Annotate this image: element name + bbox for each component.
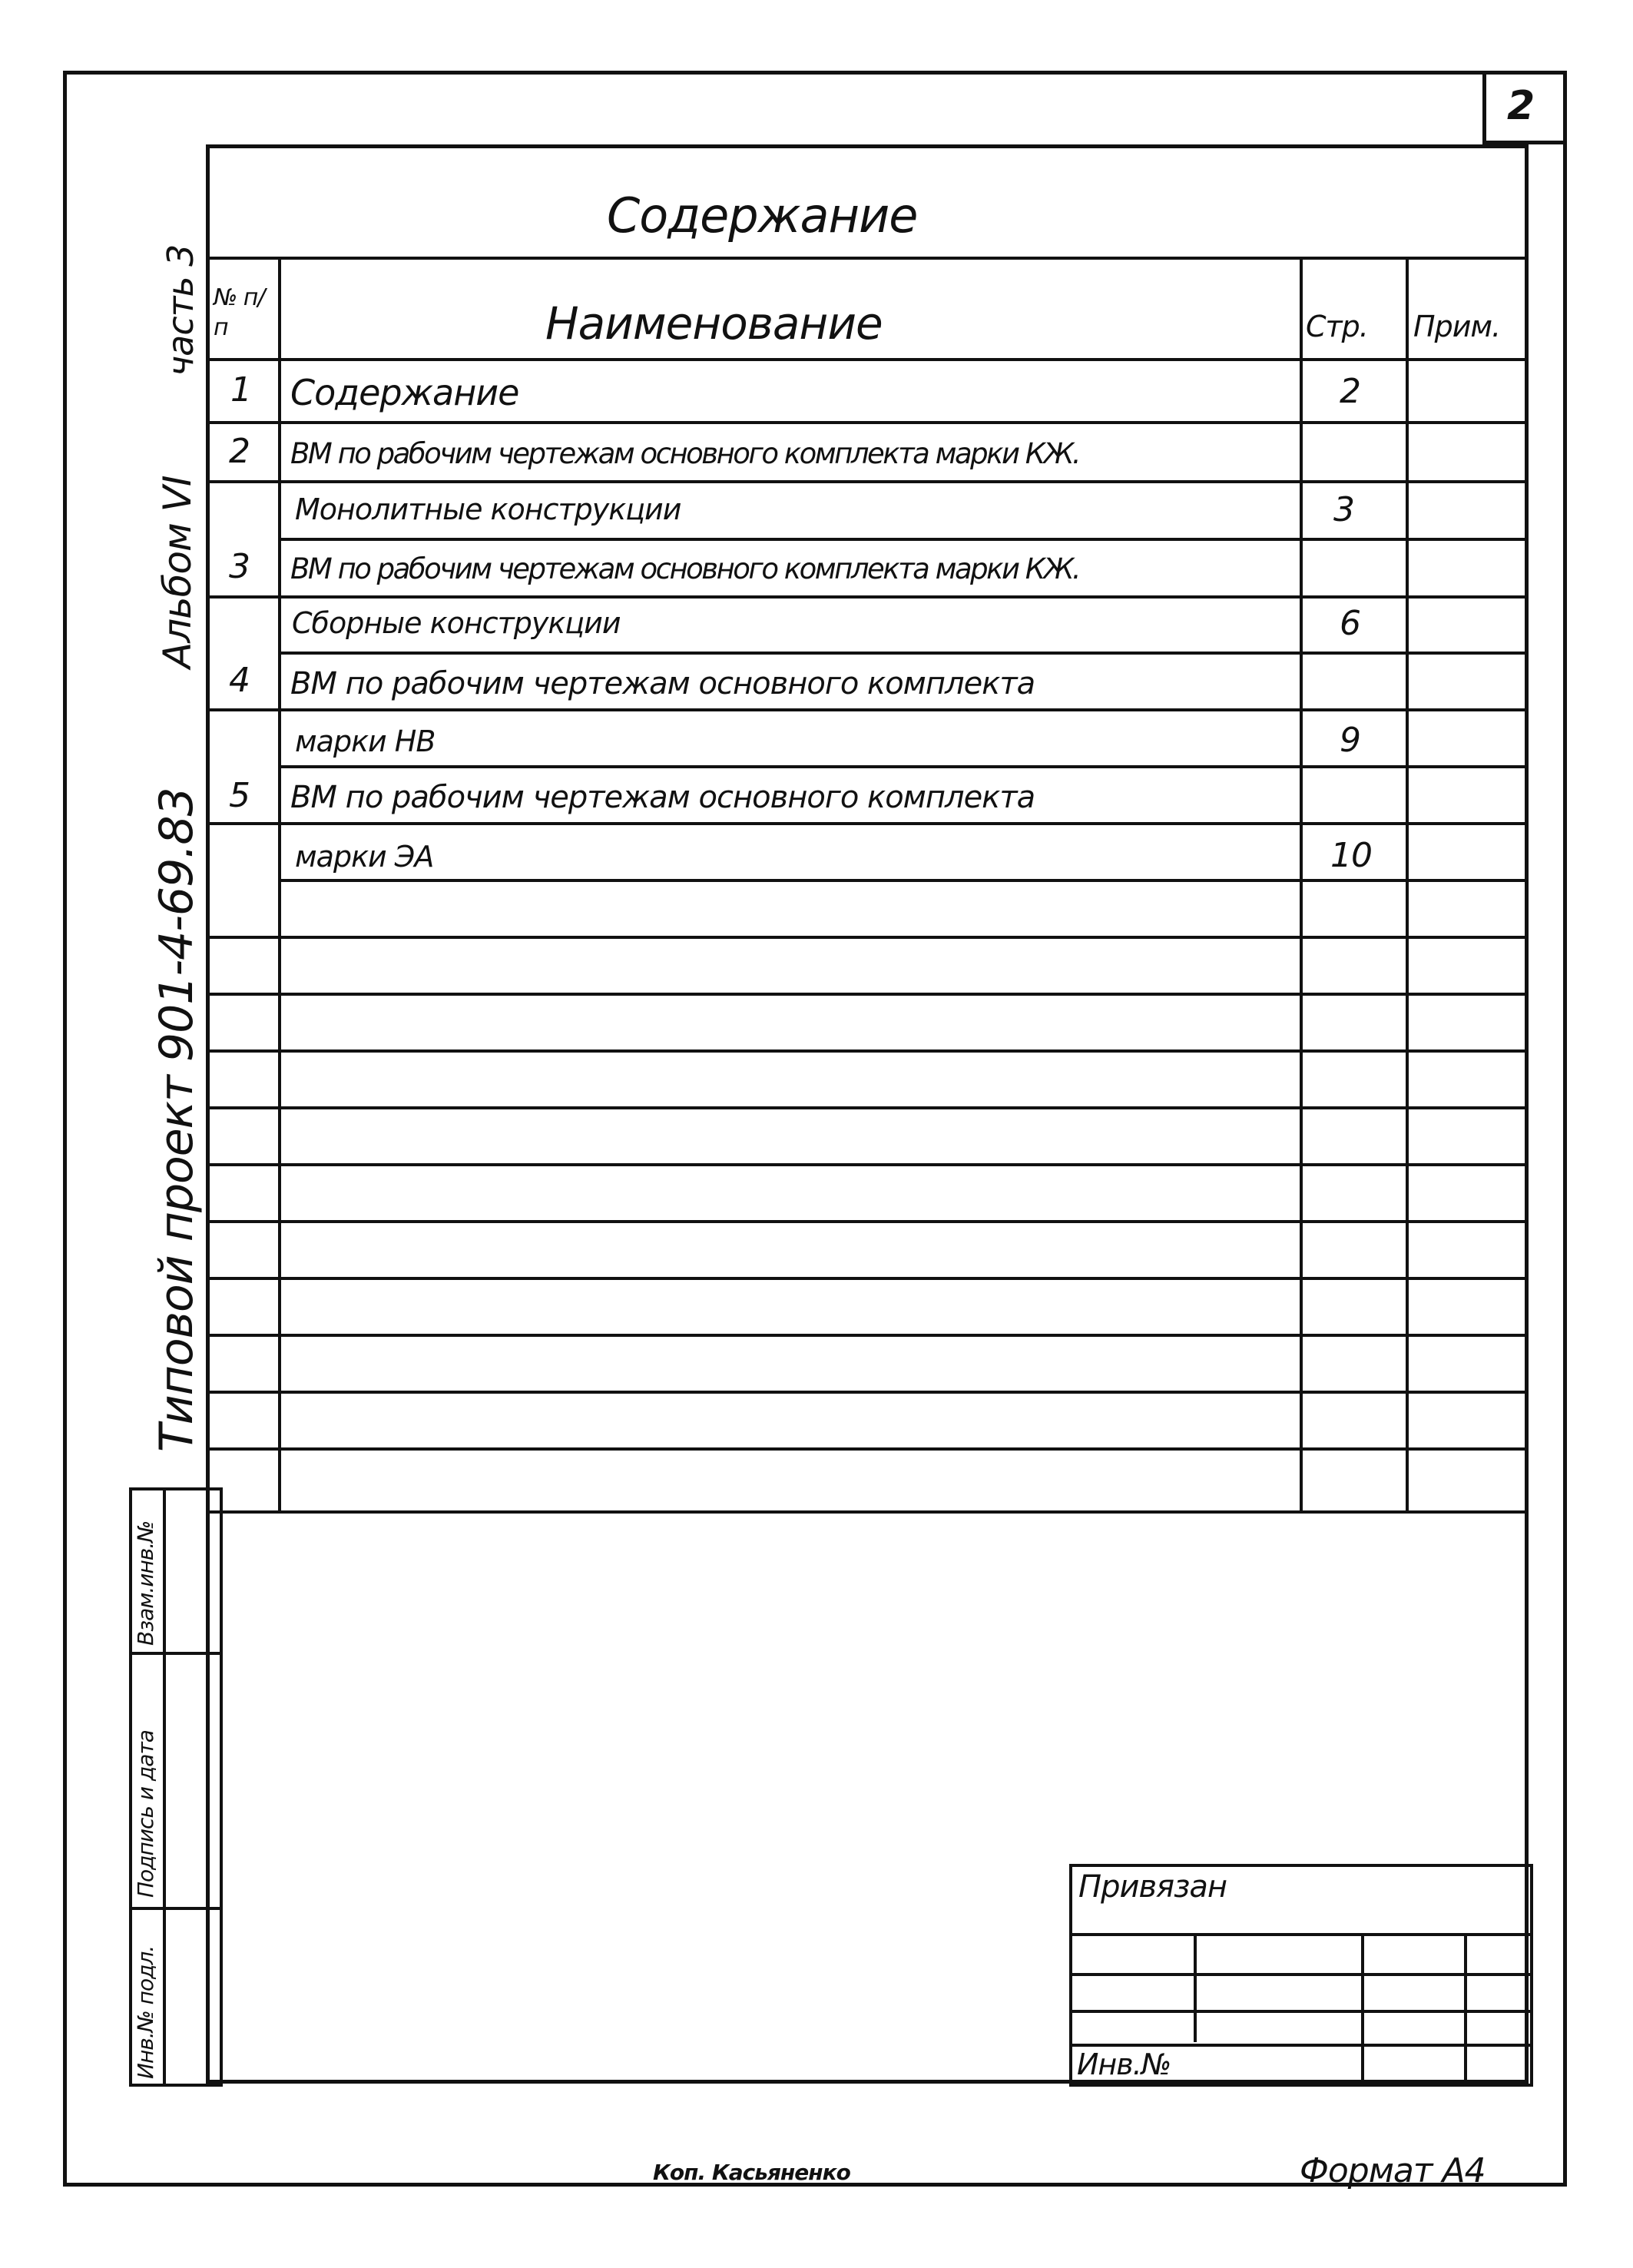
- row-line: [207, 1391, 1527, 1394]
- row-line: [280, 538, 1527, 541]
- row-line: [207, 1049, 1527, 1053]
- bind-line: [1071, 2010, 1532, 2013]
- row-2-page: 3: [1333, 490, 1354, 529]
- row-3-name-line1: ВМ по рабочим чертежам основного комплекта марки КЖ.: [290, 552, 1080, 585]
- col-header-page: Стр.: [1306, 310, 1368, 343]
- page-title: Содержание: [607, 187, 918, 244]
- stamp-divider-h: [131, 1652, 221, 1655]
- col-header-note: Прим.: [1413, 310, 1501, 343]
- bind-inv: Инв.№: [1077, 2048, 1171, 2081]
- row-4-num: 4: [229, 661, 250, 700]
- row-1-page: 2: [1340, 372, 1360, 411]
- col-divider-page: [1406, 258, 1409, 1510]
- row-2-name-line1: ВМ по рабочим чертежам основного комплекта марки КЖ.: [290, 437, 1080, 470]
- row-line: [207, 480, 1527, 483]
- bind-line: [1071, 2044, 1532, 2047]
- stamp-inv-podl: Инв.№ подл.: [133, 1945, 158, 2079]
- row-1-num: 1: [230, 370, 251, 410]
- footer-format: Формат А4: [1300, 2151, 1486, 2190]
- row-line: [207, 708, 1527, 711]
- footer-copied: Коп. Касьяненко: [653, 2160, 850, 2185]
- row-5-name-line2: марки ЭА: [295, 840, 434, 874]
- row-line: [207, 936, 1527, 939]
- row-1-name: Содержание: [290, 372, 519, 413]
- row-4-name-line1: ВМ по рабочим чертежам основного комплекта: [290, 666, 1035, 701]
- row-line: [280, 652, 1527, 655]
- row-3-num: 3: [229, 547, 250, 586]
- row-4-name-line2: марки НВ: [295, 724, 436, 758]
- col-divider-name: [1300, 258, 1303, 1510]
- bind-title: Привязан: [1078, 1869, 1227, 1905]
- side-label-project: Типовой проект 901-4-69.83: [150, 788, 204, 1452]
- bind-col: [1194, 1935, 1197, 2042]
- row-2-name-line2: Монолитные конструкции: [295, 492, 681, 526]
- inner-frame: [206, 144, 1529, 2084]
- title-divider: [207, 257, 1527, 260]
- row-line: [207, 822, 1527, 825]
- stamp-divider-h: [131, 1907, 221, 1910]
- row-line: [207, 421, 1527, 424]
- side-label-part: часть 3: [160, 244, 201, 376]
- row-line: [207, 1447, 1527, 1451]
- row-line: [207, 993, 1527, 996]
- col-header-num: № п/п: [214, 284, 265, 341]
- row-line: [207, 595, 1527, 598]
- sheet-number: 2: [1507, 83, 1535, 129]
- row-5-name-line1: ВМ по рабочим чертежам основного комплекта: [290, 780, 1035, 815]
- row-5-page: 10: [1330, 836, 1372, 875]
- bind-line: [1071, 1973, 1532, 1976]
- row-line: [207, 1334, 1527, 1337]
- row-line: [280, 765, 1527, 768]
- col-divider-num: [278, 258, 281, 1510]
- bind-col: [1361, 1935, 1364, 2085]
- row-line: [280, 879, 1527, 882]
- row-2-num: 2: [229, 432, 250, 471]
- stamp-podpis-data: Подпись и дата: [133, 1730, 158, 1898]
- stamp-vzam-inv: Взам.инв.№: [133, 1520, 158, 1646]
- table-bottom: [207, 1510, 1527, 1514]
- header-divider: [207, 358, 1527, 361]
- stamp-divider-v: [163, 1489, 166, 2085]
- row-line: [207, 1106, 1527, 1109]
- row-4-page: 9: [1340, 721, 1360, 760]
- side-label-album: Альбом VI: [155, 476, 200, 668]
- row-3-page: 6: [1340, 604, 1360, 643]
- row-line: [207, 1163, 1527, 1166]
- bind-line: [1071, 1933, 1532, 1936]
- row-line: [207, 1277, 1527, 1280]
- bind-col: [1464, 1935, 1467, 2085]
- row-line: [207, 1220, 1527, 1223]
- row-5-num: 5: [229, 776, 250, 815]
- row-3-name-line2: Сборные конструкции: [292, 606, 621, 640]
- col-header-name: Наименование: [545, 297, 883, 350]
